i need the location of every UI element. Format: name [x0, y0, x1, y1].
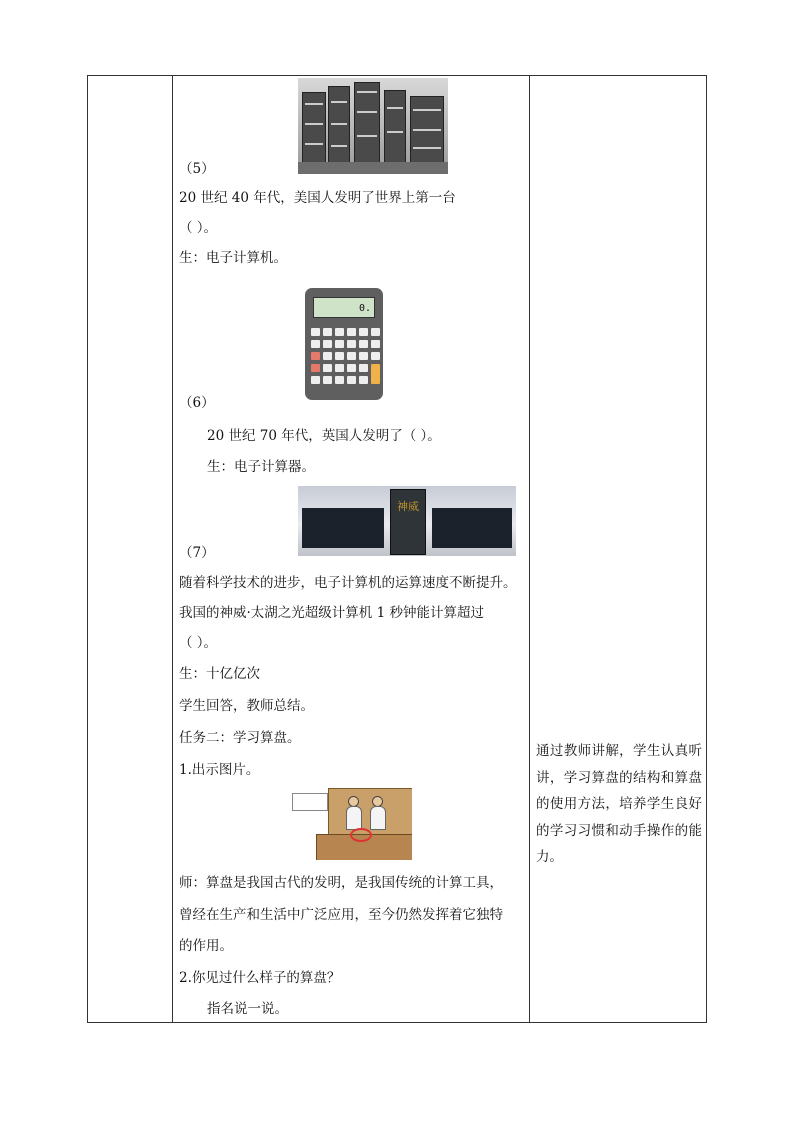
- column-divider-2: [529, 76, 530, 1022]
- teacher-line2: 曾经在生产和生活中广泛应用，至今仍然发挥着它独特: [179, 907, 503, 923]
- summary-text: 学生回答，教师总结。: [179, 698, 314, 714]
- design-intent-note: 通过教师讲解，学生认真听讲，学习算盘的结构和算盘的使用方法，培养学生良好的学习习惯和动手操作的能力。: [536, 743, 702, 865]
- activity-column: [172, 76, 529, 1022]
- sunway-monolith: 神威: [390, 489, 426, 555]
- teacher-line1: 师：算盘是我国古代的发明，是我国传统的计算工具，: [179, 875, 503, 891]
- item7-text-line2: 我国的神威·太湖之光超级计算机 1 秒钟能计算超过: [179, 605, 484, 621]
- calculator-image: [305, 288, 383, 400]
- item5-answer: 生：电子计算机。: [179, 250, 287, 266]
- item7-text-line3: （ ）。: [179, 635, 218, 651]
- item5-question-line1: 20 世纪 40 年代，美国人发明了世界上第一台: [179, 190, 456, 206]
- item6-answer: 生：电子计算器。: [207, 459, 315, 475]
- item5-question-line2: （ ）。: [179, 220, 218, 236]
- task2-step2: 2.你见过什么样子的算盘？: [179, 970, 341, 986]
- item7-label: （7）: [179, 545, 215, 561]
- eniac-photo: [298, 78, 448, 174]
- item7-answer: 生：十亿亿次: [179, 666, 260, 682]
- supercomputer-photo: [298, 486, 516, 556]
- lesson-table: [87, 75, 707, 1023]
- item6-question: 20 世纪 70 年代，英国人发明了（ ）。: [207, 428, 441, 444]
- item7-text-line1: 随着科学技术的进步，电子计算机的运算速度不断提升。: [179, 575, 517, 591]
- task2-step1: 1.出示图片。: [179, 762, 260, 778]
- task2-title: 任务二：学习算盘。: [179, 730, 301, 746]
- item6-label: （6）: [179, 395, 215, 411]
- speech-bubble: [292, 793, 328, 811]
- abacus-illustration: [290, 788, 412, 860]
- calculator-display: 0.: [313, 297, 375, 318]
- task2-step2-sub: 指名说一说。: [207, 1001, 288, 1017]
- item5-label: （5）: [179, 161, 215, 177]
- teacher-line3: 的作用。: [179, 938, 233, 954]
